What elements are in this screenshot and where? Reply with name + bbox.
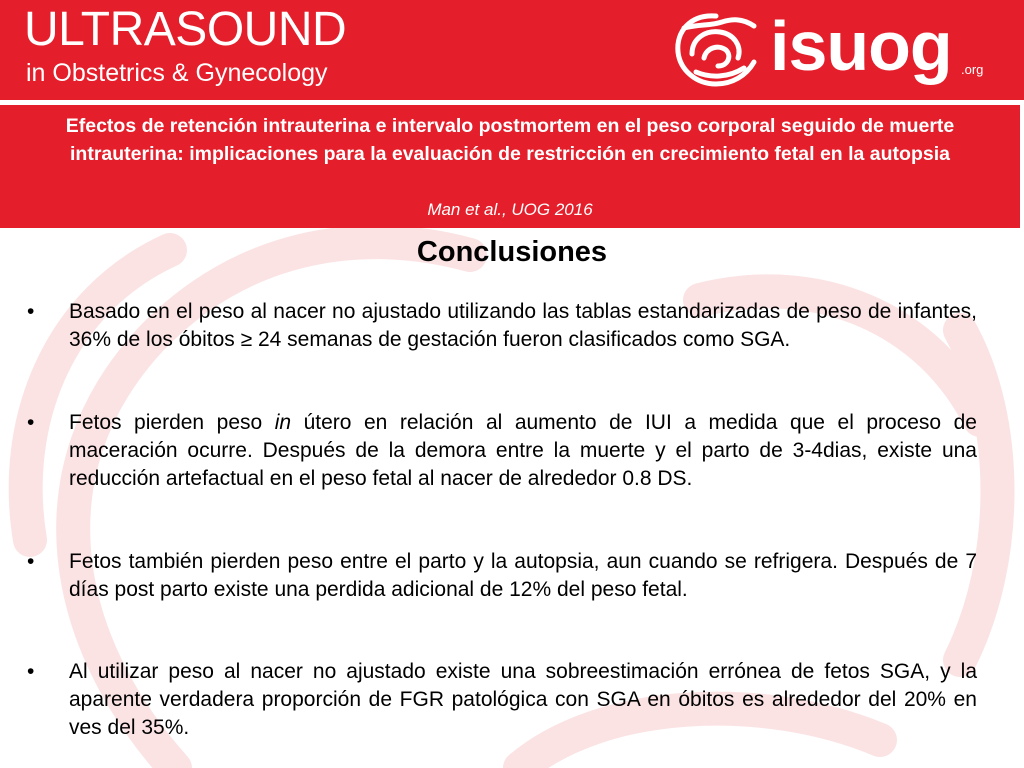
isuog-logo-domain: .org — [961, 62, 984, 77]
bullet-text-emphasis: in — [274, 411, 292, 434]
citation: Man et al., UOG 2016 — [427, 200, 593, 219]
bullet-text-before: Fetos pierden peso — [69, 411, 275, 434]
bullet-marker: • — [27, 550, 35, 573]
bullet-text: Al utilizar peso al nacer no ajustado existe una sobreestimación errónea de fetos SGA, y la aparente verdadera proporción de FGR patológica con SGA en óbitos es alrededor del 20% en ves del 35%. — [69, 660, 977, 739]
journal-subtitle: in Obstetrics & Gynecology — [26, 59, 328, 87]
bullet-text: Basado en el peso al nacer no ajustado utilizando las tablas estandarizadas de peso de infantes, 36% de los óbitos ≥ 24 semanas de gestación fueron clasificados como SGA. — [69, 300, 977, 351]
bullet-text: Fetos también pierden peso entre el parto y la autopsia, aun cuando se refrigera. Después de 7 días post parto existe una perdida adicional de 12% del peso fetal. — [69, 550, 977, 601]
journal-title: ULTRASOUND — [24, 3, 347, 56]
bullet-text — [69, 409, 977, 493]
bullet-marker: • — [27, 300, 35, 323]
isuog-logo-text: isuog — [770, 7, 952, 85]
slide-title: Efectos de retención intrauterina e intervalo postmortem en el peso corporal seguido de muerte intrauterina: implicaciones para la evaluación de restricción en crecimiento fetal en la autopsia — [65, 115, 955, 165]
bullet-marker: • — [27, 411, 35, 434]
isuog-hands-embryo-icon — [670, 8, 762, 90]
bullet-text-after: útero en relación al aumento de IUI a medida que el proceso de maceración ocurre. Después de la demora entre la muerte y el parto de 3-4dias, existe una reducción artefactual en el peso fetal al nacer de alrededor 0.8 DS. — [69, 411, 977, 490]
bullet-marker: • — [27, 660, 35, 683]
journal-header — [0, 0, 1024, 100]
section-heading: Conclusiones — [416, 236, 608, 268]
